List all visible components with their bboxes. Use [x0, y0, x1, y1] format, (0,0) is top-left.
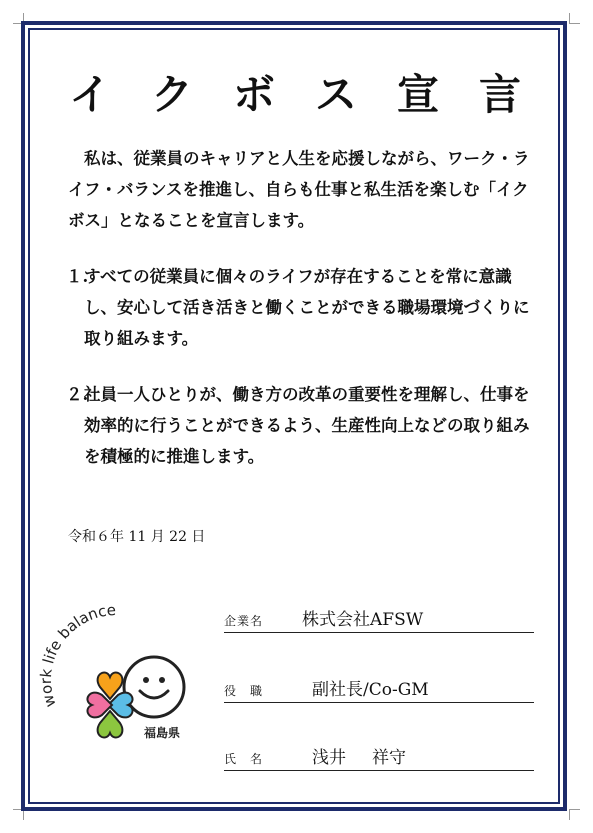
position-row [224, 672, 534, 703]
item-number: １. [66, 267, 89, 286]
logo-prefecture: 福島県 [144, 726, 181, 740]
position-value: 副社長/Co-GM [312, 680, 429, 700]
name-label: 氏 名 [224, 752, 264, 766]
company-value: 株式会社AFSW [302, 610, 424, 630]
title-char: ク [150, 70, 193, 119]
title-char: ス [314, 70, 357, 119]
logo-text: work life balance [36, 600, 117, 710]
declaration-item-2 [66, 379, 536, 472]
given-name: 祥守 [372, 748, 406, 768]
position-label: 役 職 [224, 684, 264, 698]
item-text: 社員一人ひとりが、働き方の改革の重要性を理解し、仕事を効率的に行うことができるよう、生産性向上などの取り組みを積極的に推進します。 [84, 385, 530, 466]
name-row [224, 740, 534, 771]
title-char: 言 [478, 70, 521, 119]
name-value [312, 743, 406, 768]
item-text: すべての従業員に個々のライフが存在することを常に意識し、安心して活き活きと働くことができる職場環境づくりに取り組みます。 [84, 267, 530, 348]
title-char: 宣 [396, 70, 439, 119]
title-char: イ [68, 70, 111, 119]
company-label: 企業名 [224, 614, 264, 628]
page-title [60, 62, 530, 122]
crop-mark-top-right [569, 13, 580, 24]
company-row [224, 602, 534, 633]
work-life-balance-logo [36, 595, 196, 755]
declaration-date: 令和６年 11 月 22 日 [68, 529, 206, 545]
title-char: ボ [232, 70, 275, 119]
intro-paragraph: 私は、従業員のキャリアと人生を応援しながら、ワーク・ライフ・バランスを推進し、自らも仕事と私生活を楽しむ「イクボス」となることを宣言します。 [68, 149, 530, 230]
crop-mark-bottom-right [569, 809, 580, 820]
declaration-item-1 [66, 261, 536, 354]
family-name: 浅井 [312, 748, 346, 768]
item-number: ２. [66, 385, 89, 404]
